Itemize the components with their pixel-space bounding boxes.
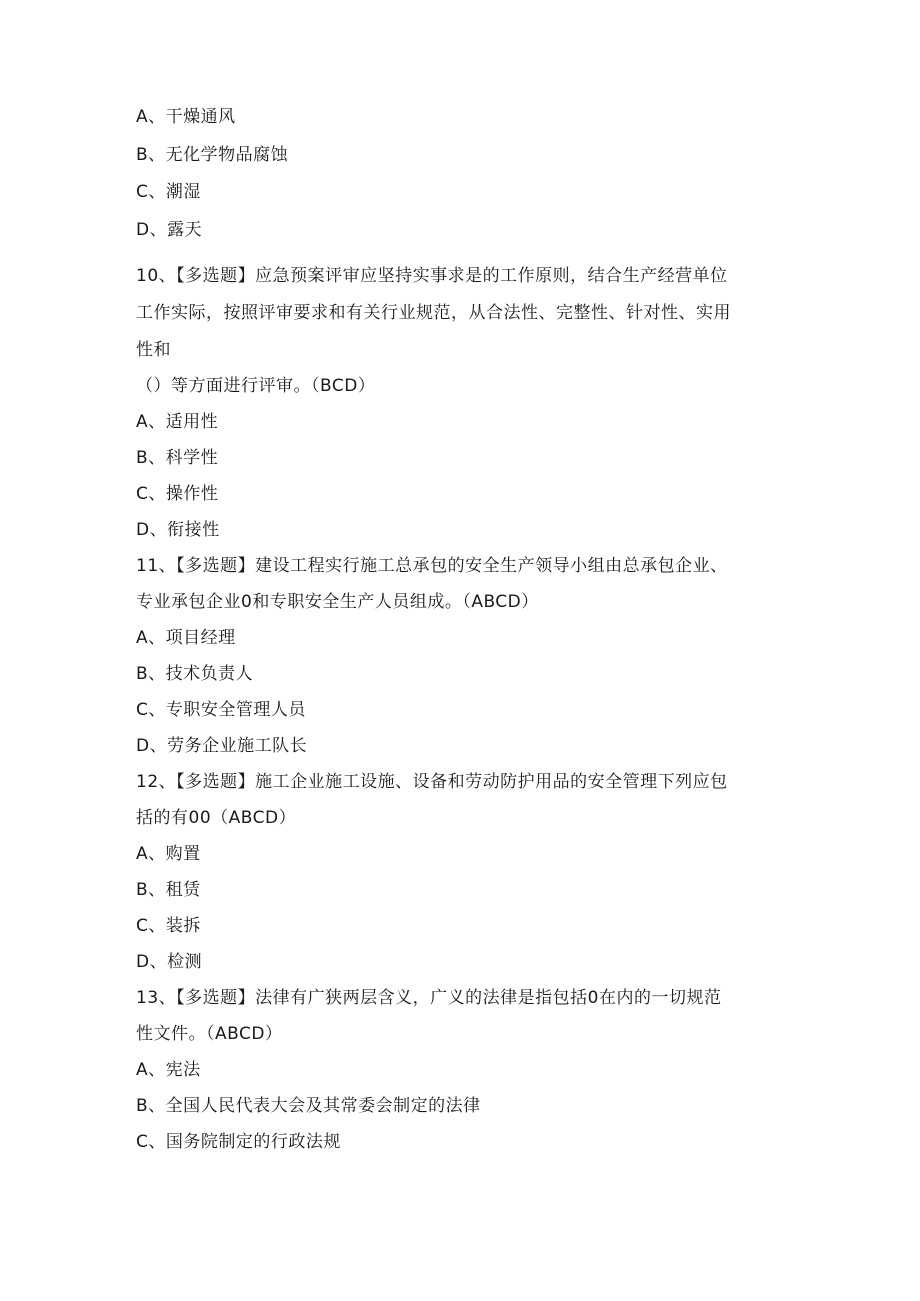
question-10-line-4: （）等方面进行评审。（BCD） xyxy=(136,376,376,396)
option-a: A、项目经理 xyxy=(136,628,236,648)
question-10-line-2: 工作实际，按照评审要求和有关行业规范，从合法性、完整性、针对性、实用 xyxy=(136,303,731,323)
option-a: A、干燥通风 xyxy=(136,107,236,127)
option-a: A、宪法 xyxy=(136,1060,201,1080)
option-b: B、租赁 xyxy=(136,880,201,900)
option-b: B、全国人民代表大会及其常委会制定的法律 xyxy=(136,1096,481,1116)
option-c: C、装拆 xyxy=(136,916,201,936)
question-12-line-2: 括的有00（ABCD） xyxy=(136,808,297,828)
option-d: D、劳务企业施工队长 xyxy=(136,736,308,756)
question-11-line-1: 11、【多选题】建设工程实行施工总承包的安全生产领导小组由总承包企业、 xyxy=(136,556,728,576)
option-c: C、潮湿 xyxy=(136,182,201,202)
option-d: D、露天 xyxy=(136,220,203,240)
option-d: D、检测 xyxy=(136,952,203,972)
option-c: C、专职安全管理人员 xyxy=(136,700,306,720)
option-a: A、购置 xyxy=(136,844,201,864)
question-13-line-1: 13、【多选题】法律有广狭两层含义，广义的法律是指包括0在内的一切规范 xyxy=(136,988,722,1008)
question-10-line-3: 性和 xyxy=(136,340,171,360)
question-13-line-2: 性文件。（ABCD） xyxy=(136,1024,283,1044)
option-c: C、操作性 xyxy=(136,484,219,504)
option-d: D、衔接性 xyxy=(136,520,220,540)
option-b: B、技术负责人 xyxy=(136,664,254,684)
question-10-line-1: 10、【多选题】应急预案评审应坚持实事求是的工作原则，结合生产经营单位 xyxy=(136,266,728,286)
option-b: B、无化学物品腐蚀 xyxy=(136,145,289,165)
option-c: C、国务院制定的行政法规 xyxy=(136,1132,341,1152)
option-a: A、适用性 xyxy=(136,412,219,432)
question-12-line-1: 12、【多选题】施工企业施工设施、设备和劳动防护用品的安全管理下列应包 xyxy=(136,772,728,792)
question-11-line-2: 专业承包企业0和专职安全生产人员组成。（ABCD） xyxy=(136,592,539,612)
option-b: B、科学性 xyxy=(136,448,219,468)
